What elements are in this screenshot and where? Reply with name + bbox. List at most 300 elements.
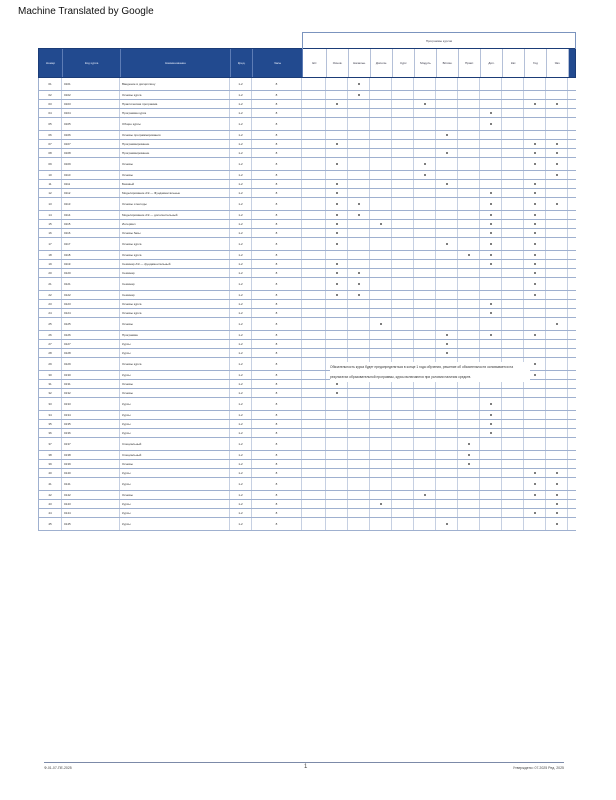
mark-dot bbox=[380, 223, 382, 225]
mark-dot bbox=[336, 232, 338, 234]
row-hours: 8 bbox=[252, 309, 302, 317]
row-mark-cell bbox=[524, 500, 546, 508]
row-mark-cell bbox=[502, 291, 524, 299]
row-mark-cell bbox=[414, 491, 436, 499]
row-credits: 1-2 bbox=[230, 331, 252, 339]
row-mark-cell bbox=[348, 478, 370, 490]
row-mark-cell bbox=[348, 171, 370, 179]
mark-dot bbox=[490, 223, 492, 225]
mark-dot bbox=[336, 103, 338, 105]
row-mark-cell bbox=[546, 211, 568, 219]
row-code: 06 bbox=[38, 131, 62, 139]
row-mark-cell bbox=[370, 260, 392, 268]
row-mark-cell bbox=[480, 251, 502, 259]
row-mark-cell bbox=[524, 291, 546, 299]
row-mark-cell bbox=[392, 109, 414, 117]
row-mark-cell bbox=[302, 429, 326, 437]
row-mark-cell bbox=[524, 189, 546, 197]
row-credits: 1-2 bbox=[230, 78, 252, 90]
row-mark-cell bbox=[436, 149, 458, 157]
row-mark-cell bbox=[348, 220, 370, 228]
row-mark-cell bbox=[502, 491, 524, 499]
table-row bbox=[38, 229, 576, 238]
row-mark-cell bbox=[302, 398, 326, 410]
row-credits: 1-2 bbox=[230, 109, 252, 117]
row-mark-cell bbox=[502, 349, 524, 357]
row-mark-cell bbox=[458, 158, 480, 170]
row-mark-cell bbox=[546, 398, 568, 410]
row-mark-cell bbox=[502, 269, 524, 277]
row-mark-cell bbox=[370, 491, 392, 499]
row-mark-cell bbox=[302, 291, 326, 299]
row-mark-cell bbox=[348, 411, 370, 419]
row-credits: 1-2 bbox=[230, 460, 252, 468]
row-mark-cell bbox=[480, 78, 502, 90]
row-mark-cell bbox=[480, 180, 502, 188]
row-mark-cell bbox=[302, 478, 326, 490]
mark-dot bbox=[556, 323, 558, 325]
row-mark-cell bbox=[546, 198, 568, 210]
row-credits: 1-2 bbox=[230, 229, 252, 237]
mark-dot bbox=[336, 392, 338, 394]
row-name: Семинар bbox=[120, 269, 230, 277]
row-mark-cell bbox=[480, 491, 502, 499]
table-row bbox=[38, 518, 576, 531]
mark-dot bbox=[446, 183, 448, 185]
row-credits: 1-2 bbox=[230, 180, 252, 188]
row-subcode: 0123 bbox=[62, 300, 120, 308]
row-credits: 1-2 bbox=[230, 340, 252, 348]
mark-dot bbox=[336, 243, 338, 245]
row-mark-cell bbox=[392, 411, 414, 419]
row-mark-cell bbox=[326, 211, 348, 219]
row-mark-cell bbox=[546, 171, 568, 179]
row-mark-cell bbox=[414, 300, 436, 308]
row-subcode: 0142 bbox=[62, 491, 120, 499]
mark-dot bbox=[490, 414, 492, 416]
row-code: 29 bbox=[38, 358, 62, 370]
row-hours: 8 bbox=[252, 238, 302, 250]
row-mark-cell bbox=[524, 518, 546, 530]
mark-dot bbox=[556, 483, 558, 485]
row-mark-cell bbox=[326, 149, 348, 157]
row-credits: 1-2 bbox=[230, 198, 252, 210]
header-right-group bbox=[303, 49, 569, 77]
row-mark-cell bbox=[480, 478, 502, 490]
row-mark-cell bbox=[436, 229, 458, 237]
mark-dot bbox=[336, 163, 338, 165]
mark-dot bbox=[468, 463, 470, 465]
row-code: 39 bbox=[38, 460, 62, 468]
mark-dot bbox=[490, 263, 492, 265]
footnote: Обязательность курса будет предопределяться в конце 1 года обучения, решение об обязательности основывается на результатах образовательной программы, курсы включаются при условии наличия средств. bbox=[330, 362, 530, 382]
row-mark-cell bbox=[326, 220, 348, 228]
row-name: Семинар bbox=[120, 278, 230, 290]
row-mark-cell bbox=[302, 518, 326, 530]
mark-dot bbox=[336, 283, 338, 285]
row-mark-cell bbox=[458, 278, 480, 290]
row-mark-cell bbox=[392, 269, 414, 277]
row-mark-cell bbox=[546, 149, 568, 157]
row-subcode: 0102 bbox=[62, 91, 120, 99]
row-mark-cell bbox=[458, 171, 480, 179]
row-mark-cell bbox=[326, 460, 348, 468]
row-subcode: 0120 bbox=[62, 269, 120, 277]
row-mark-cell bbox=[502, 411, 524, 419]
row-name: Курсы bbox=[120, 478, 230, 490]
row-code: 01 bbox=[38, 78, 62, 90]
table-row bbox=[38, 278, 576, 291]
row-mark-cell bbox=[524, 349, 546, 357]
row-mark-cell bbox=[436, 220, 458, 228]
row-mark-cell bbox=[502, 340, 524, 348]
table-row bbox=[38, 118, 576, 131]
row-credits: 1-2 bbox=[230, 478, 252, 490]
row-subcode: 0103 bbox=[62, 100, 120, 108]
row-mark-cell bbox=[480, 460, 502, 468]
row-mark-cell bbox=[370, 198, 392, 210]
row-mark-cell bbox=[436, 491, 458, 499]
row-mark-cell bbox=[302, 211, 326, 219]
row-mark-cell bbox=[414, 238, 436, 250]
row-mark-cell bbox=[524, 158, 546, 170]
row-subcode: 0132 bbox=[62, 389, 120, 397]
row-name: Основы базы bbox=[120, 229, 230, 237]
row-mark-cell bbox=[480, 509, 502, 517]
row-subcode: 0125 bbox=[62, 318, 120, 330]
row-mark-cell bbox=[502, 478, 524, 490]
page-footer bbox=[44, 762, 564, 774]
row-hours: 8 bbox=[252, 278, 302, 290]
row-mark-cell bbox=[436, 211, 458, 219]
row-mark-cell bbox=[326, 420, 348, 428]
col-header-5: Курс bbox=[393, 49, 415, 77]
row-mark-cell bbox=[326, 189, 348, 197]
row-mark-cell bbox=[524, 260, 546, 268]
table-row bbox=[38, 491, 576, 500]
row-credits: 1-2 bbox=[230, 149, 252, 157]
row-subcode: 0122 bbox=[62, 291, 120, 299]
row-subcode: 0144 bbox=[62, 509, 120, 517]
row-name: Курсы bbox=[120, 500, 230, 508]
row-mark-cell bbox=[302, 198, 326, 210]
row-mark-cell bbox=[392, 278, 414, 290]
row-mark-cell bbox=[524, 269, 546, 277]
col-header-11: Год bbox=[525, 49, 547, 77]
row-mark-cell bbox=[480, 140, 502, 148]
row-hours: 8 bbox=[252, 171, 302, 179]
row-mark-cell bbox=[546, 78, 568, 90]
row-mark-cell bbox=[326, 438, 348, 450]
col-header-6: Модуль bbox=[415, 49, 437, 77]
row-hours: 8 bbox=[252, 251, 302, 259]
row-hours: 8 bbox=[252, 149, 302, 157]
row-mark-cell bbox=[480, 158, 502, 170]
row-hours: 8 bbox=[252, 100, 302, 108]
row-mark-cell bbox=[302, 91, 326, 99]
row-subcode: 0121 bbox=[62, 278, 120, 290]
row-mark-cell bbox=[392, 189, 414, 197]
mark-dot bbox=[336, 272, 338, 274]
row-credits: 1-2 bbox=[230, 469, 252, 477]
table-row bbox=[38, 451, 576, 460]
row-mark-cell bbox=[414, 411, 436, 419]
row-subcode: 0104 bbox=[62, 109, 120, 117]
row-mark-cell bbox=[524, 198, 546, 210]
row-mark-cell bbox=[436, 460, 458, 468]
row-name: Программирование bbox=[120, 140, 230, 148]
row-mark-cell bbox=[348, 291, 370, 299]
row-mark-cell bbox=[436, 309, 458, 317]
row-mark-cell bbox=[326, 251, 348, 259]
row-mark-cell bbox=[302, 371, 326, 379]
row-mark-cell bbox=[546, 509, 568, 517]
row-code: 24 bbox=[38, 309, 62, 317]
row-mark-cell bbox=[524, 109, 546, 117]
row-mark-cell bbox=[480, 238, 502, 250]
mark-dot bbox=[424, 103, 426, 105]
mark-dot bbox=[534, 152, 536, 154]
row-mark-cell bbox=[348, 429, 370, 437]
row-credits: 1-2 bbox=[230, 358, 252, 370]
row-mark-cell bbox=[326, 158, 348, 170]
row-mark-cell bbox=[370, 131, 392, 139]
row-mark-cell bbox=[302, 260, 326, 268]
row-mark-cell bbox=[458, 211, 480, 219]
row-credits: 1-2 bbox=[230, 309, 252, 317]
mark-dot bbox=[534, 192, 536, 194]
row-code: 10 bbox=[38, 171, 62, 179]
mark-dot bbox=[534, 363, 536, 365]
row-name: Специальный bbox=[120, 451, 230, 459]
row-name: Основы bbox=[120, 380, 230, 388]
row-mark-cell bbox=[502, 469, 524, 477]
row-mark-cell bbox=[370, 229, 392, 237]
row-mark-cell bbox=[302, 380, 326, 388]
row-mark-cell bbox=[348, 158, 370, 170]
row-mark-cell bbox=[392, 211, 414, 219]
row-mark-cell bbox=[480, 149, 502, 157]
row-mark-cell bbox=[458, 398, 480, 410]
row-mark-cell bbox=[302, 509, 326, 517]
row-mark-cell bbox=[326, 500, 348, 508]
mark-dot bbox=[336, 383, 338, 385]
row-mark-cell bbox=[370, 211, 392, 219]
row-subcode: 0127 bbox=[62, 340, 120, 348]
row-mark-cell bbox=[502, 398, 524, 410]
row-mark-cell bbox=[348, 118, 370, 130]
row-credits: 1-2 bbox=[230, 491, 252, 499]
row-mark-cell bbox=[546, 349, 568, 357]
row-code: 21 bbox=[38, 278, 62, 290]
row-mark-cell bbox=[302, 251, 326, 259]
row-mark-cell bbox=[524, 309, 546, 317]
row-mark-cell bbox=[524, 220, 546, 228]
row-mark-cell bbox=[370, 180, 392, 188]
row-mark-cell bbox=[302, 100, 326, 108]
row-mark-cell bbox=[502, 500, 524, 508]
mark-dot bbox=[534, 183, 536, 185]
row-mark-cell bbox=[392, 291, 414, 299]
mark-dot bbox=[446, 334, 448, 336]
row-code: 35 bbox=[38, 420, 62, 428]
row-mark-cell bbox=[546, 491, 568, 499]
col-sub: Код курса bbox=[63, 49, 121, 77]
footer-right: Утверждено: 07.2025 Ред. 2025 bbox=[512, 766, 564, 770]
row-mark-cell bbox=[502, 518, 524, 530]
row-mark-cell bbox=[392, 118, 414, 130]
row-mark-cell bbox=[436, 478, 458, 490]
row-hours: 8 bbox=[252, 158, 302, 170]
row-mark-cell bbox=[524, 438, 546, 450]
row-mark-cell bbox=[326, 278, 348, 290]
row-mark-cell bbox=[302, 460, 326, 468]
row-code: 40 bbox=[38, 469, 62, 477]
row-hours: 8 bbox=[252, 469, 302, 477]
table-row bbox=[38, 398, 576, 411]
col-code: Номер bbox=[39, 49, 63, 77]
row-mark-cell bbox=[414, 340, 436, 348]
row-name: Специальный bbox=[120, 438, 230, 450]
row-mark-cell bbox=[302, 118, 326, 130]
mark-dot bbox=[446, 243, 448, 245]
row-code: 02 bbox=[38, 91, 62, 99]
row-code: 09 bbox=[38, 158, 62, 170]
mark-dot bbox=[534, 294, 536, 296]
row-mark-cell bbox=[348, 509, 370, 517]
mark-dot bbox=[446, 343, 448, 345]
mark-dot bbox=[556, 472, 558, 474]
row-mark-cell bbox=[392, 131, 414, 139]
row-mark-cell bbox=[502, 420, 524, 428]
row-subcode: 0126 bbox=[62, 331, 120, 339]
row-mark-cell bbox=[348, 109, 370, 117]
row-subcode: 0111 bbox=[62, 180, 120, 188]
mark-dot bbox=[556, 523, 558, 525]
row-mark-cell bbox=[480, 411, 502, 419]
mark-dot bbox=[446, 134, 448, 136]
row-subcode: 0130 bbox=[62, 371, 120, 379]
row-mark-cell bbox=[302, 229, 326, 237]
row-mark-cell bbox=[524, 491, 546, 499]
row-mark-cell bbox=[436, 291, 458, 299]
row-mark-cell bbox=[326, 78, 348, 90]
row-credits: 1-2 bbox=[230, 438, 252, 450]
table-row bbox=[38, 189, 576, 198]
row-mark-cell bbox=[458, 91, 480, 99]
row-mark-cell bbox=[370, 331, 392, 339]
machine-translated-banner: Machine Translated by Google bbox=[18, 6, 154, 17]
row-mark-cell bbox=[502, 109, 524, 117]
row-name: Практическая программа bbox=[120, 100, 230, 108]
mark-dot bbox=[534, 272, 536, 274]
row-mark-cell bbox=[546, 358, 568, 370]
row-mark-cell bbox=[392, 398, 414, 410]
row-credits: 1-2 bbox=[230, 260, 252, 268]
row-mark-cell bbox=[348, 78, 370, 90]
row-mark-cell bbox=[546, 460, 568, 468]
row-mark-cell bbox=[436, 509, 458, 517]
row-mark-cell bbox=[302, 420, 326, 428]
row-mark-cell bbox=[370, 149, 392, 157]
row-credits: 1-2 bbox=[230, 500, 252, 508]
row-mark-cell bbox=[458, 291, 480, 299]
row-name: Основы bbox=[120, 171, 230, 179]
row-mark-cell bbox=[326, 318, 348, 330]
row-mark-cell bbox=[458, 260, 480, 268]
row-hours: 8 bbox=[252, 180, 302, 188]
row-mark-cell bbox=[414, 518, 436, 530]
mark-dot bbox=[534, 334, 536, 336]
row-mark-cell bbox=[414, 220, 436, 228]
row-mark-cell bbox=[436, 278, 458, 290]
row-name: Курсы bbox=[120, 469, 230, 477]
table-row bbox=[38, 140, 576, 149]
row-mark-cell bbox=[326, 118, 348, 130]
mark-dot bbox=[358, 214, 360, 216]
row-mark-cell bbox=[414, 460, 436, 468]
row-mark-cell bbox=[502, 78, 524, 90]
row-mark-cell bbox=[414, 251, 436, 259]
row-mark-cell bbox=[326, 509, 348, 517]
row-name: Основы курса bbox=[120, 238, 230, 250]
row-mark-cell bbox=[326, 331, 348, 339]
row-mark-cell bbox=[480, 518, 502, 530]
mark-dot bbox=[424, 494, 426, 496]
row-mark-cell bbox=[392, 309, 414, 317]
table-row bbox=[38, 411, 576, 420]
row-mark-cell bbox=[546, 91, 568, 99]
row-mark-cell bbox=[370, 171, 392, 179]
row-mark-cell bbox=[370, 429, 392, 437]
row-mark-cell bbox=[302, 189, 326, 197]
row-mark-cell bbox=[502, 331, 524, 339]
row-mark-cell bbox=[414, 131, 436, 139]
row-mark-cell bbox=[524, 118, 546, 130]
row-mark-cell bbox=[546, 420, 568, 428]
row-name: Основы bbox=[120, 491, 230, 499]
row-credits: 1-2 bbox=[230, 269, 252, 277]
row-hours: 8 bbox=[252, 300, 302, 308]
row-mark-cell bbox=[436, 411, 458, 419]
row-mark-cell bbox=[458, 109, 480, 117]
row-mark-cell bbox=[480, 469, 502, 477]
row-hours: 8 bbox=[252, 389, 302, 397]
table-row bbox=[38, 171, 576, 180]
row-mark-cell bbox=[414, 469, 436, 477]
mark-dot bbox=[490, 312, 492, 314]
row-subcode: 0119 bbox=[62, 260, 120, 268]
col-header-2: Основ. bbox=[327, 49, 349, 77]
row-mark-cell bbox=[436, 91, 458, 99]
mark-dot bbox=[534, 283, 536, 285]
row-mark-cell bbox=[458, 131, 480, 139]
row-mark-cell bbox=[348, 300, 370, 308]
row-mark-cell bbox=[480, 309, 502, 317]
col-header-1: ЕС bbox=[303, 49, 327, 77]
row-name: Основы bbox=[120, 318, 230, 330]
row-name: Основы курса bbox=[120, 309, 230, 317]
row-mark-cell bbox=[392, 180, 414, 188]
mark-dot bbox=[446, 352, 448, 354]
mark-dot bbox=[490, 123, 492, 125]
row-mark-cell bbox=[370, 118, 392, 130]
row-name: Программирование bbox=[120, 149, 230, 157]
mark-dot bbox=[490, 112, 492, 114]
mark-dot bbox=[380, 323, 382, 325]
table-row bbox=[38, 500, 576, 509]
row-mark-cell bbox=[480, 451, 502, 459]
